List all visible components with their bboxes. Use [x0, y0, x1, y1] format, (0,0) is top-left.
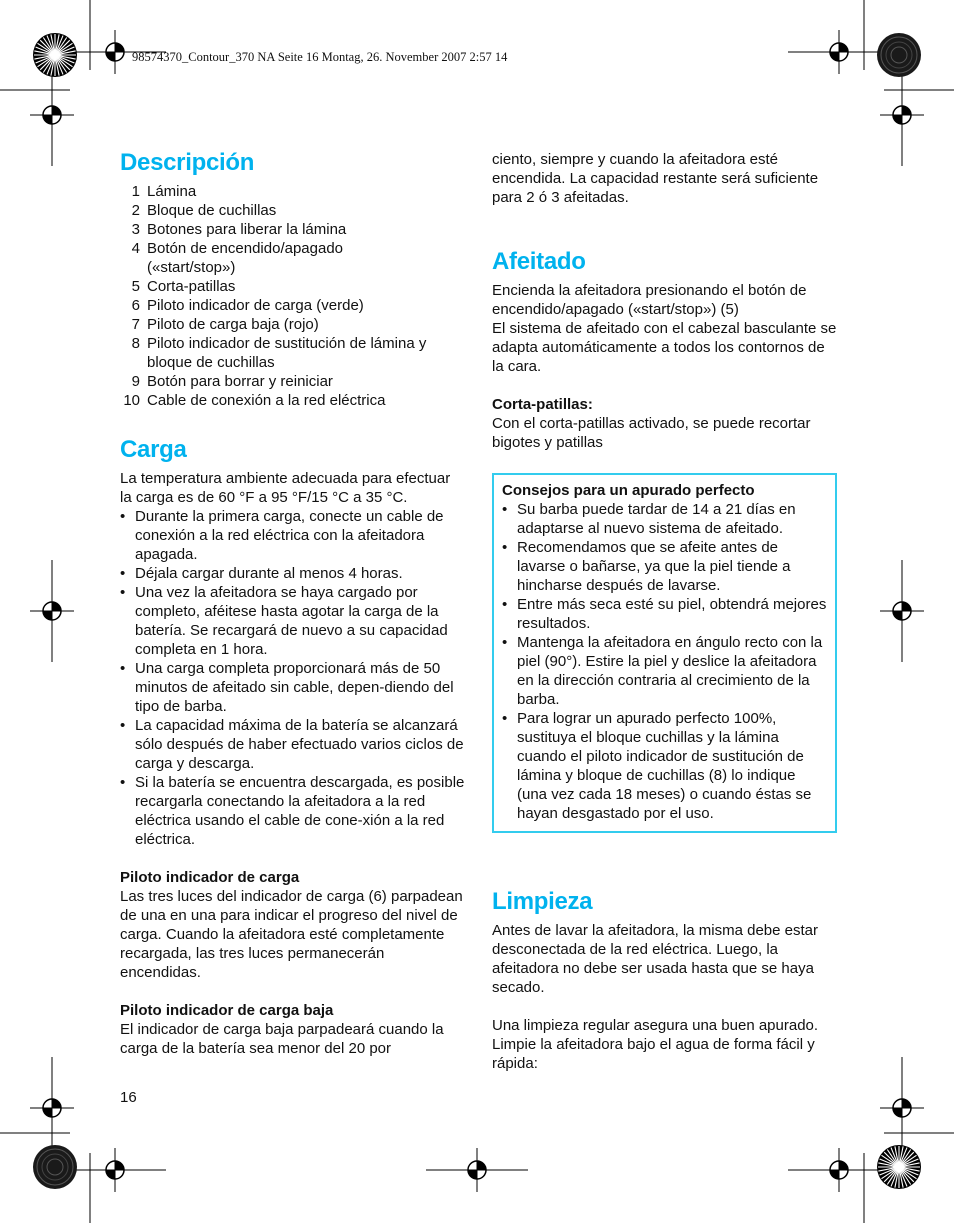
item-text: Botones para liberar la lámina [147, 221, 347, 238]
list-item [120, 372, 465, 391]
item-number: 3 [131, 221, 140, 238]
left-column [120, 150, 465, 1058]
list-item [120, 334, 465, 372]
bullet-text: Una carga completa proporcionará más de 50 minutos de afeitado sin cable, depen-diendo del tipo de barba. [135, 660, 454, 715]
parts-list [120, 182, 465, 410]
item-number: 8 [131, 335, 140, 352]
tips-bullets [502, 500, 827, 823]
item-number: 5 [131, 278, 140, 295]
list-item: • Recomendamos que se afeite antes de lavarse o bañarse, ya que la piel tiende a hincharse después de lavarse. [502, 538, 827, 595]
list-item [120, 391, 465, 410]
bullet-text: Para lograr un apurado perfecto 100%, sustituya el bloque cuchillas y la lámina cuando el piloto indicador de sustitución de lámina y bloque de cuchillas (8) lo indique (una vez cada 18 meses) o cuando éstas se hayan desgastado por el uso. [517, 710, 812, 822]
list-item [120, 201, 465, 220]
bullet-text: Su barba puede tardar de 14 a 21 días en adaptarse al nuevo sistema de afeitado. [517, 501, 796, 537]
bullet-text: Durante la primera carga, conecte un cable de conexión a la red eléctrica con la afeitadora apagada. [135, 508, 444, 563]
item-number: 7 [131, 316, 140, 333]
piloto-baja-title: Piloto indicador de carga baja [120, 1002, 334, 1019]
list-item: • Entre más seca esté su piel, obtendrá mejores resultados. [502, 596, 827, 632]
limpieza-text-1: Antes de lavar la afeitadora, la misma debe estar desconectada de la red eléctrica. Luego, la afeitadora no debe ser usada hasta que se haya secado. [492, 922, 819, 996]
list-item [120, 239, 465, 277]
afeitado-text-2: El sistema de afeitado con el cabezal basculante se adapta automáticamente a todos los contornos de la cara. [492, 320, 837, 375]
tips-box [492, 473, 837, 833]
limpieza-text-2: Una limpieza regular asegura una buen apurado. Limpie la afeitadora bajo el agua de forma fácil y rápida: [492, 1017, 819, 1072]
list-item: • Su barba puede tardar de 14 a 21 días en adaptarse al nuevo sistema de afeitado. [502, 500, 827, 538]
item-number: 10 [123, 392, 140, 409]
bullet-text: Mantenga la afeitadora en ángulo recto con la piel (90°). Estire la piel y deslice la afeitadora en la dirección contraria al crecimiento de la barba. [517, 634, 823, 708]
item-text: Bloque de cuchillas [147, 202, 277, 219]
item-number: 1 [131, 183, 140, 200]
item-text: Cable de conexión a la red eléctrica [147, 392, 386, 409]
item-text: Piloto indicador de sustitución de lámina y bloque de cuchillas [147, 335, 427, 371]
list-item: • Déjala cargar durante al menos 4 horas. [120, 564, 465, 583]
carga-heading: Carga [120, 436, 187, 463]
print-slug: 98574370_Contour_370 NA Seite 16 Montag, 26. November 2007 2:57 14 [132, 50, 508, 64]
item-number: 4 [131, 240, 140, 257]
list-item [120, 220, 465, 239]
list-item [120, 182, 465, 201]
list-item: • Para lograr un apurado perfecto 100%, sustituya el bloque cuchillas y la lámina cuando el piloto indicador de sustitución de lámina y bloque de cuchillas (8) lo indique (una vez cada 18 meses) o cuando éstas se hayan desgastado por el uso. [502, 709, 827, 823]
bullet-text: Déjala cargar durante al menos 4 horas. [135, 565, 403, 582]
item-number: 9 [131, 373, 140, 390]
corta-patillas-text: Con el corta-patillas activado, se puede recortar bigotes y patillas [492, 415, 811, 451]
afeitado-text-1: Encienda la afeitadora presionando el botón de encendido/apagado («start/stop») (5) [492, 282, 807, 318]
item-text: Piloto indicador de carga (verde) [147, 297, 364, 314]
list-item: • Mantenga la afeitadora en ángulo recto con la piel (90°). Estire la piel y deslice la afeitadora en la dirección contraria al crecimiento de la barba. [502, 633, 827, 709]
list-item [120, 315, 465, 334]
item-text: Lámina [147, 183, 197, 200]
item-number: 6 [131, 297, 140, 314]
list-item: • La capacidad máxima de la batería se alcanzará sólo después de haber efectuado varios ciclos de carga y descarga. [120, 717, 464, 772]
item-number: 2 [131, 202, 140, 219]
corta-patillas-title: Corta-patillas: [492, 396, 593, 413]
bullet-text: La capacidad máxima de la batería se alcanzará sólo después de haber efectuado varios ciclos de carga y descarga. [135, 717, 464, 772]
piloto-baja-continued: ciento, siempre y cuando la afeitadora esté encendida. La capacidad restante será suficiente para 2 ó 3 afeitadas. [492, 151, 819, 206]
piloto-carga-text: Las tres luces del indicador de carga (6) parpadean de una en una para indicar el progreso del nivel de carga. Cuando la afeitadora esté completamente recargada, las tres luces permanecerán encendidas. [120, 888, 463, 981]
descripcion-heading: Descripción [120, 149, 255, 176]
piloto-baja-text: El indicador de carga baja parpadeará cuando la carga de la batería sea menor del 20 por [120, 1021, 444, 1057]
bullet-text: Una vez la afeitadora se haya cargado por completo, aféitese hasta agotar la carga de la batería. Se recargará de nuevo a su capacidad completa en 1 hora. [135, 584, 448, 658]
item-text: Botón de encendido/apagado («start/stop») [147, 240, 344, 276]
list-item: • Una vez la afeitadora se haya cargado por completo, aféitese hasta agotar la carga de la batería. Se recargará de nuevo a su capacidad completa en 1 hora. [120, 583, 465, 659]
carga-bullets [120, 507, 465, 849]
bullet-text: Si la batería se encuentra descargada, es posible recargarla conectando la afeitadora a la red eléctrica usando el cable de cone-xión a la red eléctrica. [135, 774, 465, 848]
bullet-text: Entre más seca esté su piel, obtendrá mejores resultados. [517, 596, 827, 632]
list-item: • Una carga completa proporcionará más de 50 minutos de afeitado sin cable, depen-diendo del tipo de barba. [120, 659, 465, 716]
afeitado-heading: Afeitado [492, 248, 586, 275]
list-item [120, 296, 465, 315]
page-number: 16 [120, 1089, 137, 1106]
item-text: Piloto de carga baja (rojo) [147, 316, 319, 333]
bullet-text: Recomendamos que se afeite antes de lavarse o bañarse, ya que la piel tiende a hincharse después de lavarse. [517, 539, 791, 594]
list-item [120, 277, 465, 296]
item-text: Botón para borrar y reiniciar [147, 373, 333, 390]
carga-intro: La temperatura ambiente adecuada para efectuar la carga es de 60 °F a 95 °F/15 °C a 35 °C. [120, 470, 451, 506]
tips-title: Consejos para un apurado perfecto [502, 482, 755, 499]
piloto-carga-title: Piloto indicador de carga [120, 869, 300, 886]
list-item: • Durante la primera carga, conecte un cable de conexión a la red eléctrica con la afeitadora apagada. [120, 507, 465, 564]
right-column [492, 150, 837, 1073]
list-item: • Si la batería se encuentra descargada, es posible recargarla conectando la afeitadora a la red eléctrica usando el cable de cone-xión a la red eléctrica. [120, 774, 465, 848]
limpieza-heading: Limpieza [492, 888, 593, 915]
item-text: Corta-patillas [147, 278, 236, 295]
